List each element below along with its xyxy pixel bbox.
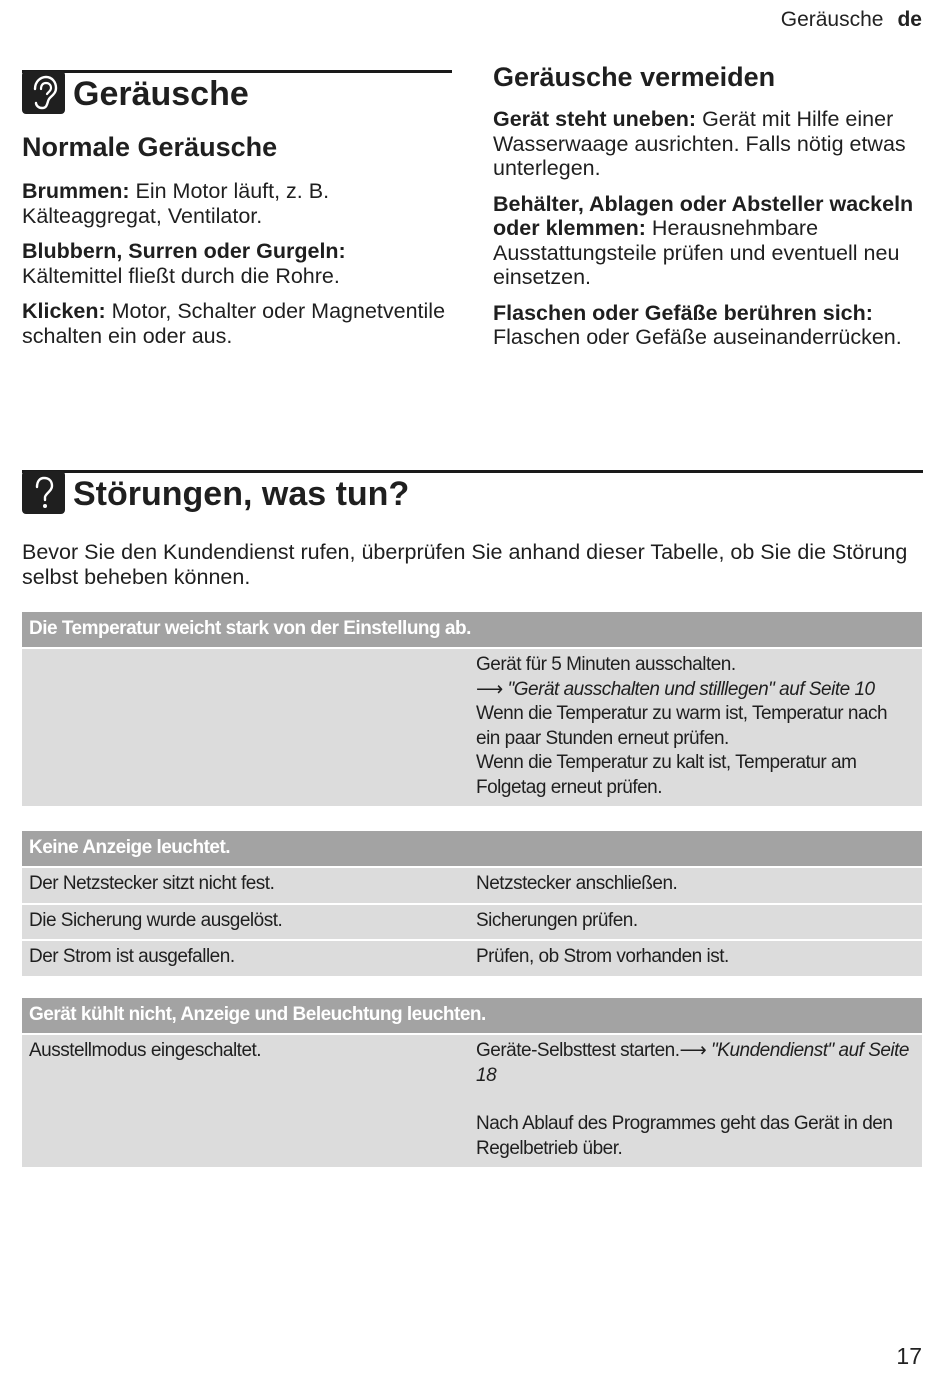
spacer (476, 1088, 914, 1112)
cross-reference (476, 678, 914, 703)
arrow-right-icon: ⟶ (679, 1040, 707, 1061)
cause-cell (22, 649, 469, 806)
section-title: Störungen, was tun? (73, 475, 410, 513)
noise-term: Blubbern, Surren oder Gurgeln: (22, 239, 346, 263)
avoid-text: Herausnehmbare Ausstattungsteile prüfen und eventuell neu einsetzen. (493, 216, 900, 289)
table-row (22, 1033, 922, 1167)
noise-item (22, 179, 452, 228)
avoid-item (493, 192, 923, 290)
avoid-term: Gerät steht uneben: (493, 107, 697, 131)
table-row (22, 866, 922, 903)
reference-link[interactable]: "Gerät ausschalten und stilllegen" auf Seite 10 (502, 678, 875, 700)
noise-item (22, 239, 452, 288)
avoid-item (493, 301, 923, 350)
section-title: Geräusche (73, 75, 249, 113)
ear-icon (22, 71, 65, 114)
table-row (22, 939, 922, 976)
noise-text: Kältemittel fließt durch die Rohre. (22, 263, 340, 288)
page-number: 17 (896, 1343, 922, 1369)
trouble-table (22, 998, 922, 1167)
cause-cell: Der Strom ist ausgefallen. (29, 946, 235, 967)
remedy-note: Nach Ablauf des Programmes geht das Gerät in den Regelbetrieb über. (476, 1113, 893, 1159)
section-geraeusche (22, 70, 452, 359)
question-icon (22, 471, 65, 514)
remedy-cell (469, 649, 922, 806)
subsection-title: Normale Geräusche (22, 132, 278, 162)
table-header: Gerät kühlt nicht, Anzeige und Beleuchtung leuchten. (22, 998, 922, 1033)
cause-cell: Der Netzstecker sitzt nicht fest. (29, 873, 275, 894)
noise-item (22, 299, 452, 348)
table-row (22, 903, 922, 940)
trouble-table (22, 612, 922, 806)
table-header: Keine Anzeige leuchtet. (22, 831, 922, 866)
noise-term: Klicken: (22, 299, 106, 323)
running-header (781, 8, 922, 32)
table-header: Die Temperatur weicht stark von der Einstellung ab. (22, 612, 922, 647)
avoid-item (493, 107, 923, 181)
section-avoid-noise (493, 62, 923, 361)
remedy-cell (469, 1035, 922, 1167)
language-code: de (897, 8, 922, 31)
subsection-title: Geräusche vermeiden (493, 62, 776, 92)
remedy-cell: Netzstecker anschließen. (476, 873, 678, 894)
noise-text: Ein Motor läuft, z. B. Kälteaggregat, Ventilator. (22, 179, 330, 228)
table-row (22, 647, 922, 806)
avoid-text: Gerät mit Hilfe einer Wasserwaage ausrichten. Falls nötig etwas unterlegen. (493, 107, 906, 180)
cause-cell: Ausstellmodus eingeschaltet. (29, 1040, 262, 1061)
cause-cell: Die Sicherung wurde ausgelöst. (29, 909, 283, 931)
remedy-line: Wenn die Temperatur zu warm ist, Temperatur nach ein paar Stunden erneut prüfen. (476, 703, 888, 749)
remedy-line: Wenn die Temperatur zu kalt ist, Temperatur am Folgetag erneut prüfen. (476, 752, 857, 798)
avoid-term: Behälter, Ablagen oder Absteller wackeln oder klemmen: (493, 191, 914, 240)
section-heading (22, 70, 452, 114)
running-header-section: Geräusche (780, 8, 884, 31)
avoid-text: Flaschen oder Gefäße auseinanderrücken. (493, 325, 902, 349)
noise-term: Brummen: (22, 179, 130, 203)
remedy-line (476, 1039, 914, 1088)
section-stoerungen (22, 470, 923, 514)
avoid-term: Flaschen oder Gefäße berühren sich: (493, 300, 873, 325)
reference-link[interactable]: "Kundendienst" auf Seite 18 (476, 1040, 910, 1086)
remedy-cell: Sicherungen prüfen. (476, 909, 638, 931)
intro-text: Bevor Sie den Kundendienst rufen, überprüfen Sie anhand dieser Tabelle, ob Sie die Störung selbst beheben können. (22, 540, 908, 589)
remedy-text: Geräte-Selbsttest starten. (476, 1040, 680, 1061)
remedy-line: Gerät für 5 Minuten ausschalten. (476, 654, 736, 675)
section-heading (22, 470, 923, 514)
trouble-table (22, 831, 922, 976)
noise-text: Motor, Schalter oder Magnetventile schalten ein oder aus. (22, 299, 446, 348)
arrow-right-icon: ⟶ (476, 678, 503, 700)
remedy-cell: Prüfen, ob Strom vorhanden ist. (476, 946, 729, 967)
